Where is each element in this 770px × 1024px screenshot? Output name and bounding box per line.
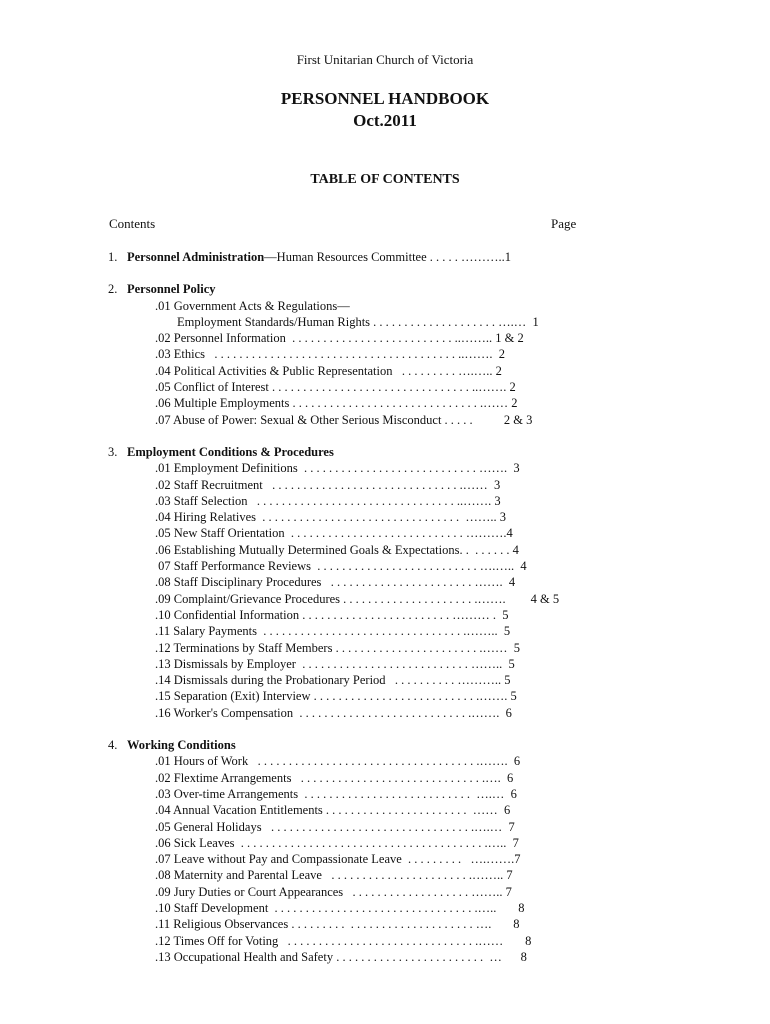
section-entry-rest: —Human Resources Committee . . . . . ………..1 [264,250,512,264]
section-number: 2. [108,282,118,297]
toc-entry: .05 New Staff Orientation . . . . . . . . . . . . . . . . . . . . . . . . . . . . ……….4 [155,526,513,541]
toc-entry: .10 Staff Development . . . . . . . . . . . . . . . . . . . . . . . . . . . . . . . . .….. 8 [155,900,525,915]
toc-entry: .12 Terminations by Staff Members . . . . . . . . . . . . . . . . . . . . . . . .…… 5 [155,640,520,655]
section-heading [108,249,608,265]
toc-entry: .04 Political Activities & Public Representation . . . . . . . . . ….….. 2 [155,363,502,378]
toc-entry: .03 Staff Selection . . . . . . . . . . . . . . . . . . . . . . . . . . . . . . . . ..……. 3 [155,493,501,508]
toc-entry: .06 Multiple Employments . . . . . . . . . . . . . . . . . . . . . . . . . . . . . . .…… 2 [155,396,518,411]
section-number: 4. [108,738,118,753]
title-line-1: PERSONNEL HANDBOOK [280,89,490,108]
toc-entry: 07 Staff Performance Reviews . . . . . . . . . . . . . . . . . . . . . . . . . . ….….. 4 [155,559,527,574]
toc-entry: .01 Employment Definitions . . . . . . . . . . . . . . . . . . . . . . . . . . . . ……. 3 [155,461,520,476]
toc-sections [108,249,608,981]
toc-entry: Employment Standards/Human Rights . . . . . . . . . . . . . . . . . . . . ….… 1 [177,314,539,329]
section-title: Personnel Administration [127,250,265,264]
toc-entry: .05 General Holidays . . . . . . . . . . . . . . . . . . . . . . . . . . . . . . . . .….… 7 [155,819,515,834]
toc-entry: .01 Government Acts & Regulations— [155,298,350,313]
toc-entry: .10 Confidential Information . . . . . . . . . . . . . . . . . . . . . . . . ……… . 5 [155,607,509,622]
toc-entry: .12 Times Off for Voting . . . . . . . . . . . . . . . . . . . . . . . . . . . . . . .…… 8 [155,933,532,948]
section-title: Employment Conditions & Procedures [127,444,334,459]
contents-column-label: Contents [109,216,156,231]
section-heading [108,444,608,460]
toc-entry: .02 Staff Recruitment . . . . . . . . . . . . . . . . . . . . . . . . . . . . . . .…… 3 [155,477,501,492]
toc-entry: .02 Personnel Information . . . . . . . . . . . . . . . . . . . . . . . . . . ..…….. 1 & 2 [155,331,524,346]
toc-entry: .07 Abuse of Power: Sexual & Other Serious Misconduct . . . . . 2 & 3 [155,412,533,427]
toc-entry: .03 Ethics . . . . . . . . . . . . . . . . . . . . . . . . . . . . . . . . . . . . . . . ..……. 2 [155,347,505,362]
toc-entry: .03 Over-time Arrangements . . . . . . . . . . . . . . . . . . . . . . . . . . . ….… 6 [155,786,517,801]
toc-entry: .11 Salary Payments . . . . . . . . . . . . . . . . . . . . . . . . . . . . . . . . .…….. 5 [155,624,511,639]
toc-entry: .05 Conflict of Interest . . . . . . . . . . . . . . . . . . . . . . . . . . . . . . . . ..……. 2 [155,380,516,395]
section-title: Working Conditions [127,738,236,753]
toc-entry: .07 Leave without Pay and Compassionate Leave . . . . . . . . . ….…….7 [155,852,521,867]
toc-entry: .02 Flextime Arrangements . . . . . . . . . . . . . . . . . . . . . . . . . . . . . .…. 6 [155,770,514,785]
toc-entry: .08 Maternity and Parental Leave . . . . . . . . . . . . . . . . . . . . . . .…….. 7 [155,868,513,883]
toc-entry: .15 Separation (Exit) Interview . . . . . . . . . . . . . . . . . . . . . . . . . . .……. 5 [155,689,517,704]
page-column-label: Page [551,216,577,231]
toc-entry: .09 Complaint/Grievance Procedures . . . . . . . . . . . . . . . . . . . . . .……. 4 & 5 [155,591,560,606]
toc-section [108,444,608,721]
toc-entry: .13 Dismissals by Employer . . . . . . . . . . . . . . . . . . . . . . . . . . . …….. 5 [155,656,515,671]
toc-heading: TABLE OF CONTENTS [310,172,460,187]
toc-entry: .08 Staff Disciplinary Procedures . . . . . . . . . . . . . . . . . . . . . . . ……. 4 [155,575,516,590]
section-heading [108,737,608,753]
toc-entry: .01 Hours of Work . . . . . . . . . . . . . . . . . . . . . . . . . . . . . . . . . . . .……. 6 [155,754,521,769]
toc-entry: .11 Religious Observances . . . . . . . . . . . . . . . . . . . . . . . . . . . . . …. 8 [155,917,520,932]
section-title: Personnel Policy [127,282,216,297]
section-number: 3. [108,444,118,459]
section-heading [108,281,608,297]
section-number: 1. [108,250,118,264]
toc-entry: .13 Occupational Health and Safety . . . . . . . . . . . . . . . . . . . . . . . . … 8 [155,949,527,964]
document-header: First Unitarian Church of Victoria [296,52,474,67]
toc-entry: .04 Annual Vacation Entitlements . . . . . . . . . . . . . . . . . . . . . . . …… 6 [155,803,511,818]
title-line-2: Oct.2011 [353,111,417,130]
toc-entry: .06 Sick Leaves . . . . . . . . . . . . . . . . . . . . . . . . . . . . . . . . . . . . . . . .….. 7 [155,835,519,850]
toc-entry: .09 Jury Duties or Court Appearances . . . . . . . . . . . . . . . . . . . …….. 7 [155,884,512,899]
toc-section [108,281,608,428]
toc-section [108,249,608,265]
toc-entry: .16 Worker's Compensation . . . . . . . . . . . . . . . . . . . . . . . . . . . .……. 6 [155,705,512,720]
toc-entry: .14 Dismissals during the Probationary Period . . . . . . . . . . ……….. 5 [155,673,511,688]
document-title [0,88,770,132]
toc-entry: .06 Establishing Mutually Determined Goals & Expectations. . . . . . . . 4 [155,542,519,557]
toc-entry: .04 Hiring Relatives . . . . . . . . . . . . . . . . . . . . . . . . . . . . . . . . …….. 3 [155,510,507,525]
toc-section [108,737,608,965]
